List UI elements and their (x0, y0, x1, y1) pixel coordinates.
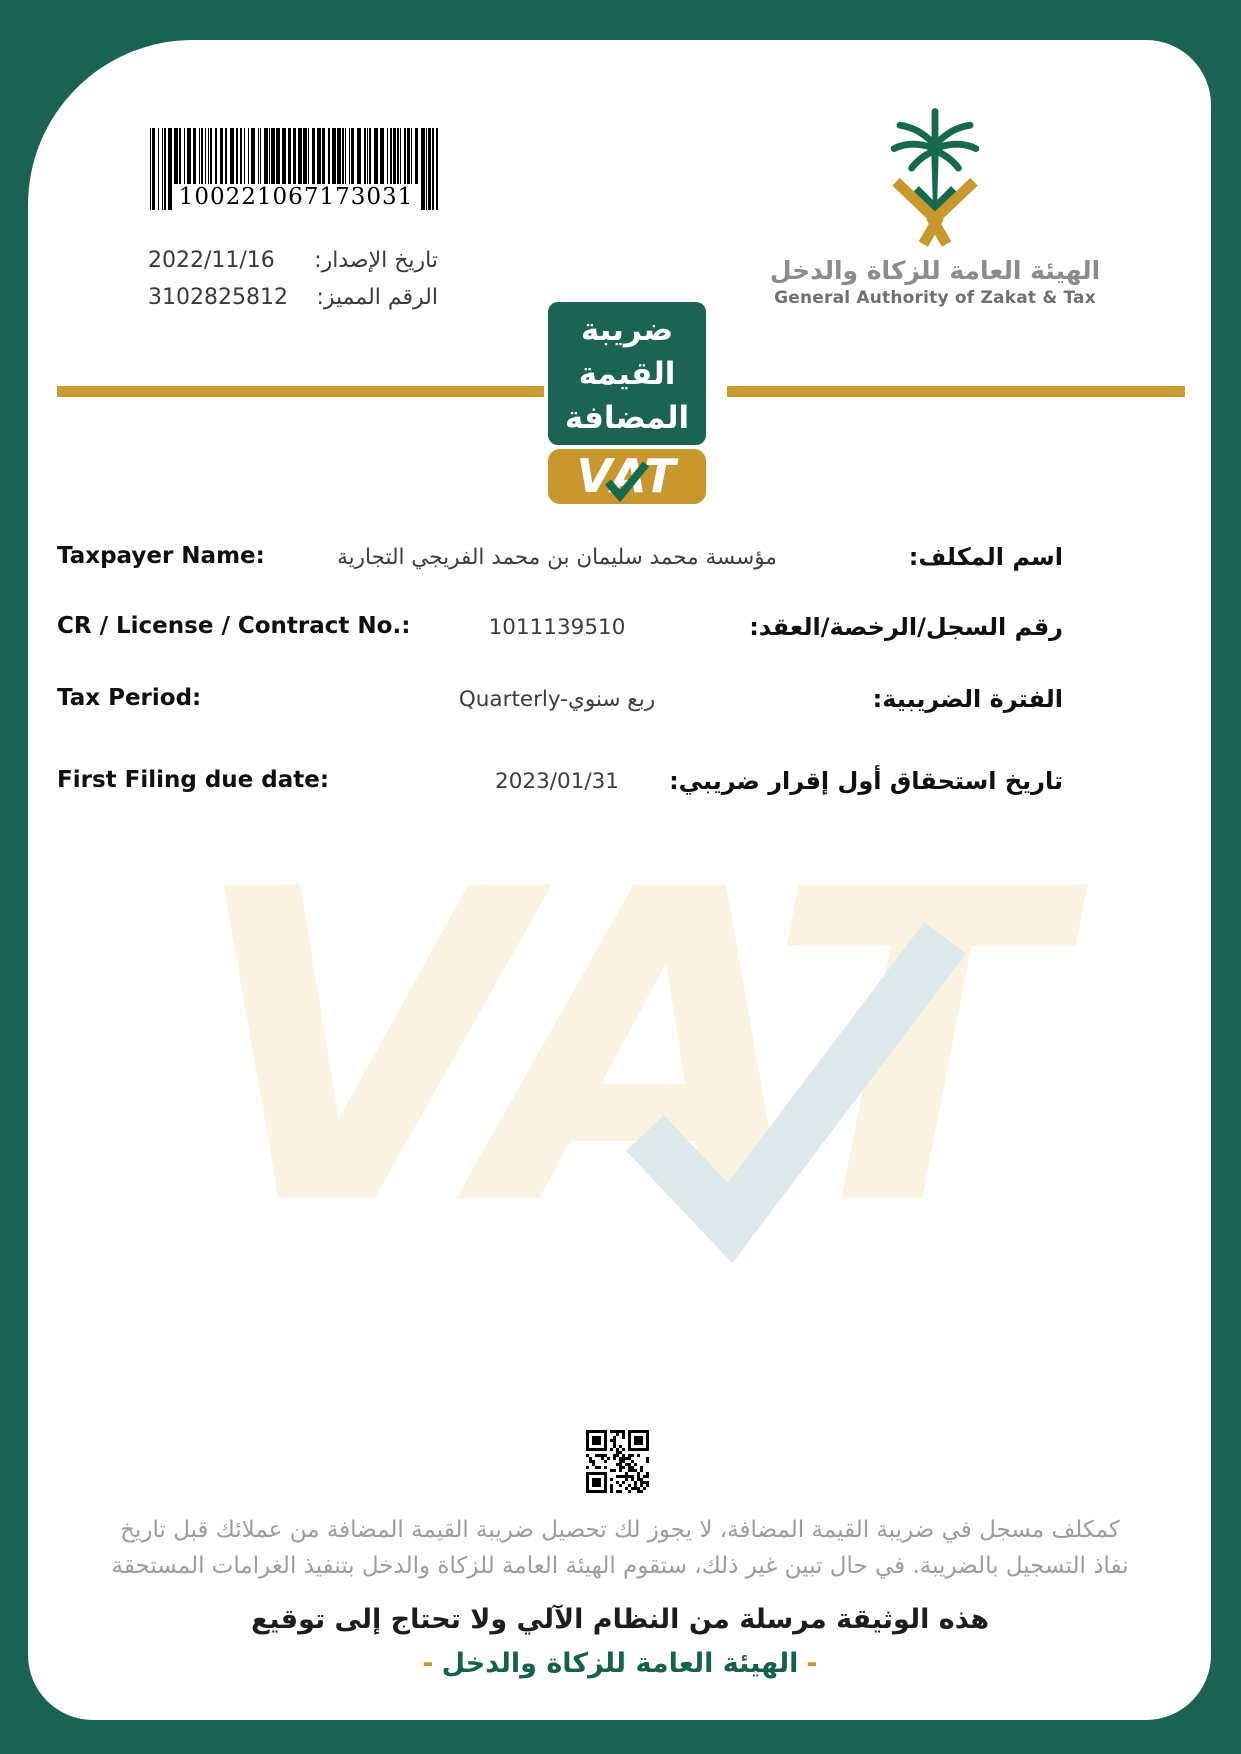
taxpayer-name-label-en: Taxpayer Name: (57, 543, 265, 569)
cr-number-label-en: CR / License / Contract No.: (57, 613, 411, 639)
barcode-number: 100221067173031 (174, 184, 419, 210)
field-row-taxpayer-name (57, 543, 1063, 579)
disclaimer-line-1: كمكلف مسجل في ضريبة القيمة المضافة، لا يجوز لك تحصيل ضريبة القيمة المضافة من عملائك قبل تاريخ (120, 1517, 1120, 1543)
distinctive-number-label: الرقم المميز: (316, 285, 438, 310)
gold-divider-right (727, 386, 1185, 397)
signoff-dash-right: - (806, 1648, 818, 1679)
authority-name-english: General Authority of Zakat & Tax (774, 288, 1096, 308)
disclaimer-line-2: نفاذ التسجيل بالضريبة. في حال تبين غير ذلك، ستقوم الهيئة العامة للزكاة والدخل بتنفيذ الغرامات المستحقة (111, 1553, 1129, 1579)
taxpayer-name-value: مؤسسة محمد سليمان بن محمد الفريجي التجارية (337, 545, 777, 570)
authority-name-arabic: الهيئة العامة للزكاة والدخل (769, 256, 1101, 285)
field-row-tax-period (57, 685, 1063, 721)
gold-divider-left (57, 386, 544, 397)
vat-watermark-text: VAT (190, 800, 1050, 1300)
taxpayer-name-label-ar: اسم المكلف: (908, 543, 1063, 571)
cr-number-label-ar: رقم السجل/الرخصة/العقد: (749, 613, 1063, 641)
vat-watermark (100, 800, 1140, 1300)
qr-code (586, 1430, 649, 1493)
authority-logo (733, 96, 1137, 308)
auto-generated-notice: هذه الوثيقة مرسلة من النظام الآلي ولا تحتاج إلى توقيع (250, 1604, 990, 1635)
watermark-check-icon (100, 800, 1140, 1300)
vat-badge-line2: القيمة (578, 355, 676, 392)
qr-svg (586, 1430, 649, 1493)
vat-badge-line3: المضافة (564, 399, 690, 436)
issue-info (148, 242, 438, 316)
field-row-first-filing-due-date (57, 767, 1063, 803)
authority-signoff (70, 1648, 1170, 1679)
signoff-dash-left: - (422, 1648, 434, 1679)
signoff-text: الهيئة العامة للزكاة والدخل (441, 1648, 799, 1679)
cr-number-value: 1011139510 (488, 615, 626, 640)
disclaimer-text (70, 1512, 1170, 1584)
barcode (150, 128, 442, 210)
issue-date-value: 2022/11/16 (148, 248, 275, 273)
palm-emblem-icon (876, 96, 994, 248)
vat-badge-arabic (548, 302, 706, 445)
tax-period-label-en: Tax Period: (57, 685, 202, 711)
distinctive-number-row (148, 279, 438, 316)
issue-date-label: تاريخ الإصدار: (314, 248, 438, 273)
first-filing-label-en: First Filing due date: (57, 767, 330, 793)
first-filing-label-ar: تاريخ استحقاق أول إقرار ضريبي: (669, 767, 1063, 795)
tax-period-label-ar: الفترة الضريبية: (872, 685, 1063, 713)
tax-period-value: Quarterly-ربع سنوي (458, 687, 656, 712)
field-row-cr-number (57, 613, 1063, 649)
vat-badge-latin: VAT (548, 449, 706, 504)
issue-date-row (148, 242, 438, 279)
vat-badge-line1: ضريبة (580, 311, 674, 348)
distinctive-number-value: 3102825812 (148, 285, 288, 310)
first-filing-value: 2023/01/31 (495, 769, 619, 794)
